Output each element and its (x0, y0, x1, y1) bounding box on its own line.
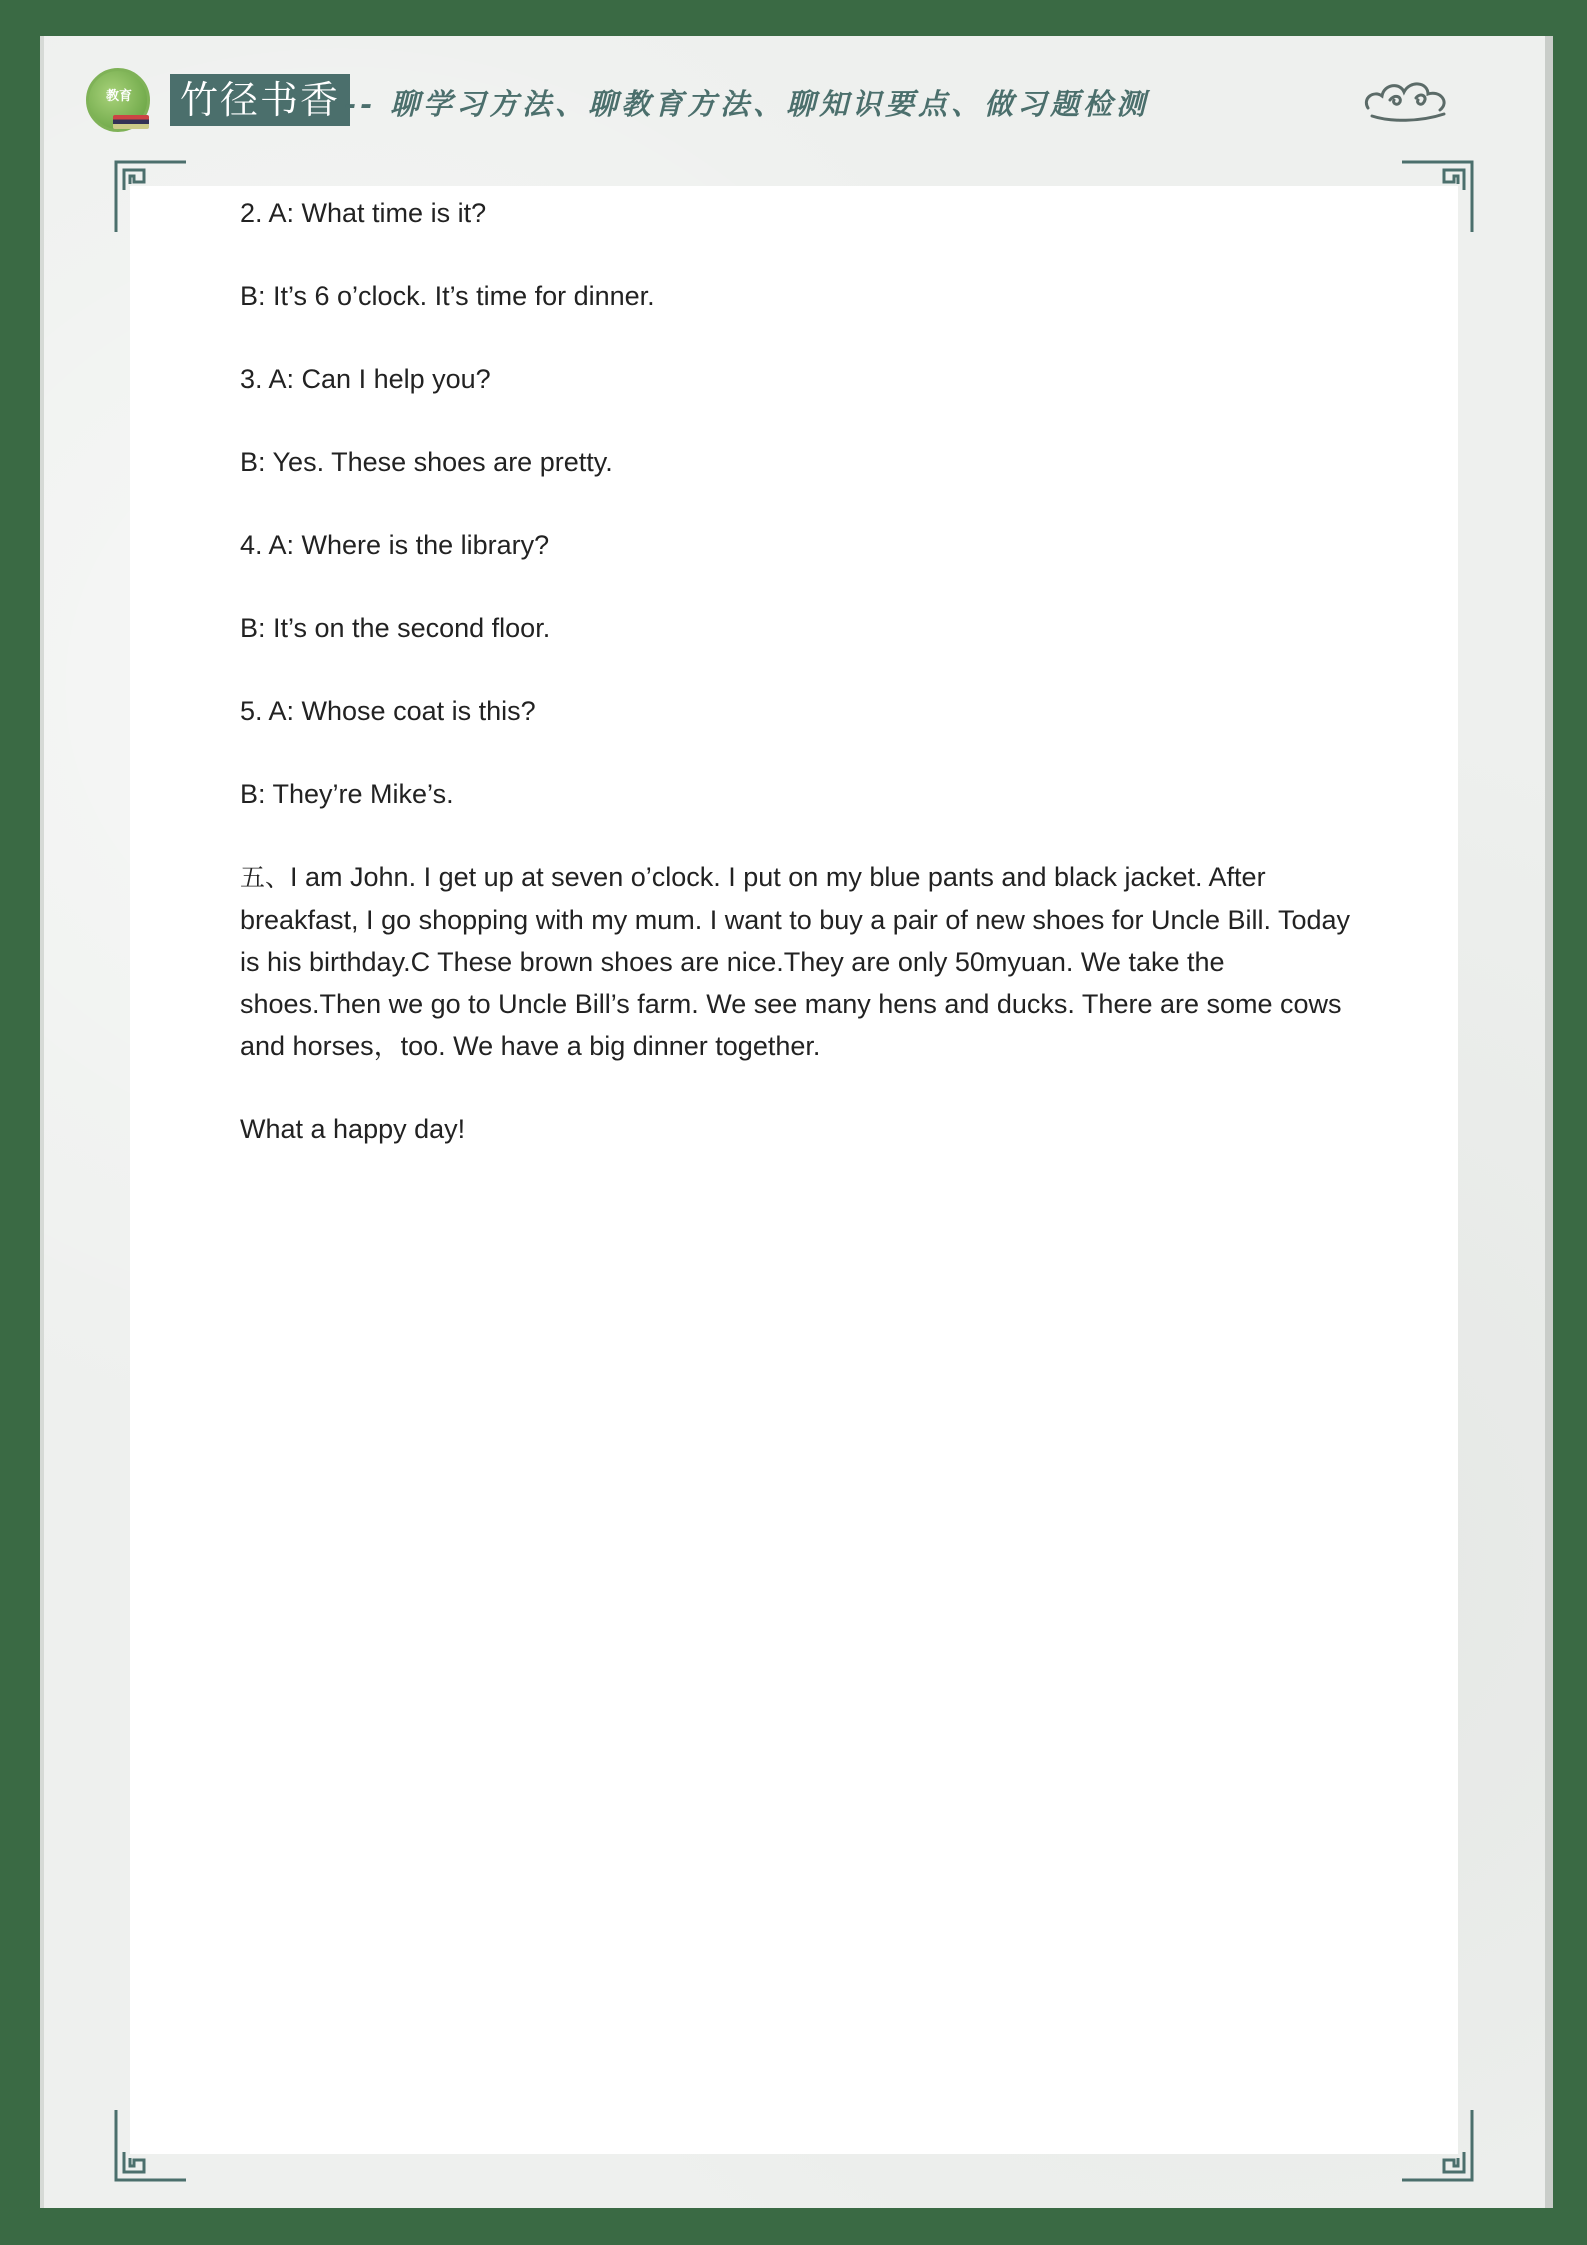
brand-title: 竹径书香 (170, 74, 350, 126)
books-icon (113, 115, 149, 129)
header-tagline: -- 聊学习方法、聊教育方法、聊知识要点、做习题检测 (344, 87, 1150, 121)
dialogue-line: B: It’s 6 o’clock. It’s time for dinner. (240, 281, 655, 311)
corner-ornament-bottom-right-icon (1402, 2110, 1474, 2182)
corner-ornament-top-right-icon (1402, 160, 1474, 232)
dialogue-line: 3. A: Can I help you? (240, 364, 491, 394)
auspicious-cloud-icon (1360, 68, 1456, 128)
dialogue-line: 2. A: What time is it? (240, 198, 487, 228)
dialogue-line: 4. A: Where is the library? (240, 530, 550, 560)
dialogue-line: B: It’s on the second floor. (240, 613, 551, 643)
dialogue-line: B: They’re Mike’s. (240, 779, 454, 809)
logo (86, 68, 150, 132)
page-edge (1545, 36, 1553, 2208)
corner-ornament-bottom-left-icon (114, 2110, 186, 2182)
logo-text: 教育 (105, 89, 132, 104)
closing-line: What a happy day! (240, 1114, 466, 1144)
page-header (86, 64, 1486, 134)
document-body (240, 192, 1360, 1191)
dialogue-line: 5. A: Whose coat is this? (240, 696, 536, 726)
dialogue-line: B: Yes. These shoes are pretty. (240, 447, 613, 477)
section-marker: 五、 (240, 863, 291, 892)
passage-paragraph (240, 856, 1360, 1067)
passage-text: I am John. I get up at seven o’clock. I put on my blue pants and black jacket. After breakfast, I go shopping with my mum. I want to buy a pair of new shoes for Uncle Bill. Today is his birthday.C These brown shoes are nice.They are only 50myuan. We take the shoes.Then we go to Uncle Bill’s farm. We see many hens and ducks. There are some cows and horses，too. We have a big dinner together. (240, 862, 1351, 1061)
corner-ornament-top-left-icon (114, 160, 186, 232)
